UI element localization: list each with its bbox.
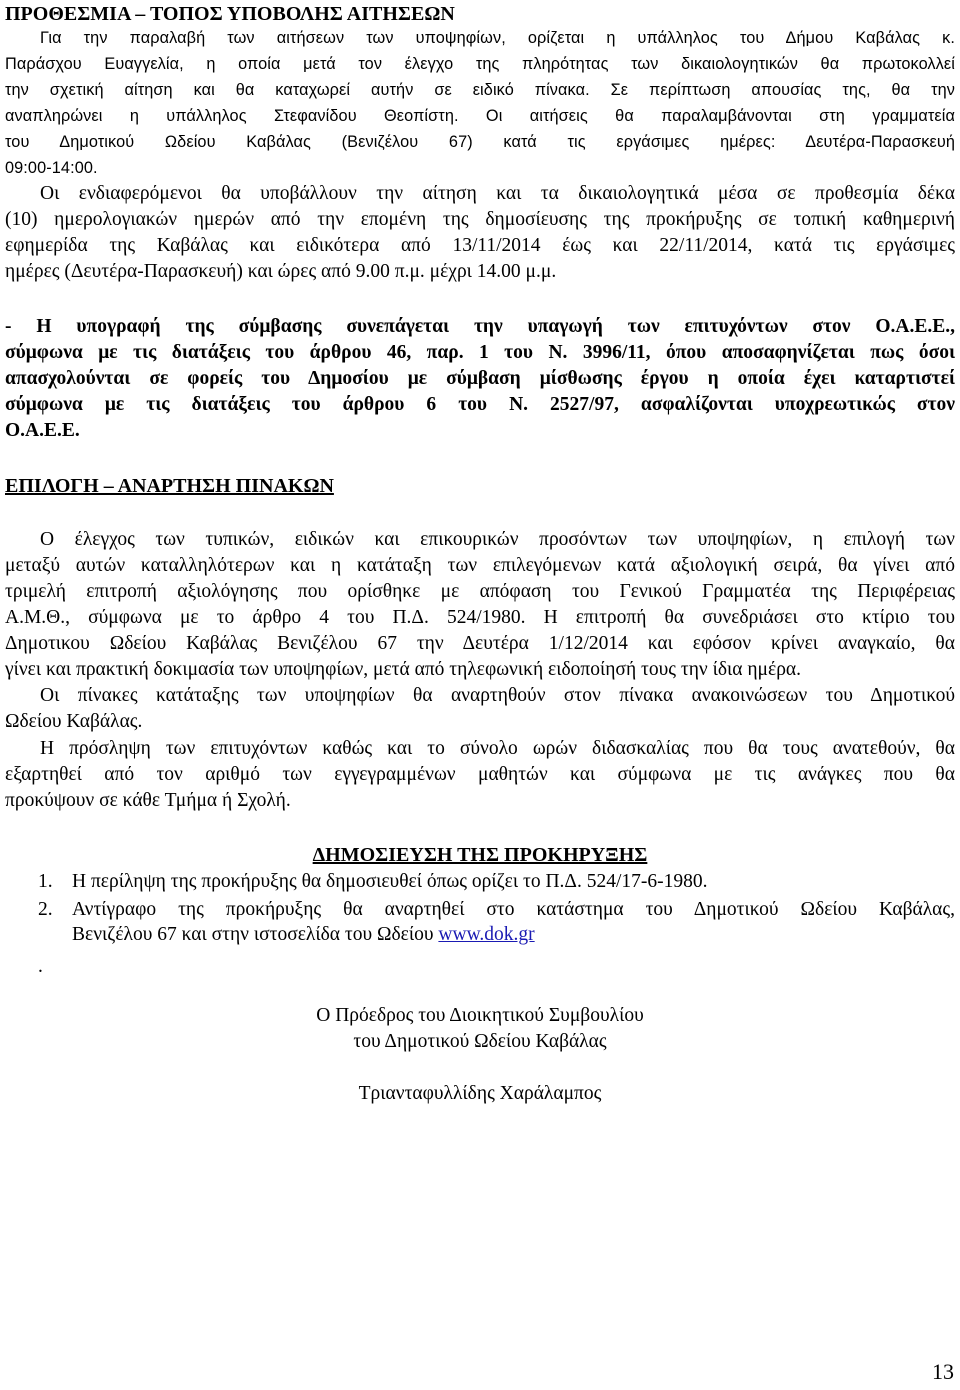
list-number: 2.: [38, 899, 53, 920]
paragraph-line: ημέρες (Δευτέρα-Παρασκευή) και ώρες από 9.00 π.μ. μέχρι 14.00 μ.μ.: [5, 261, 557, 282]
signature-name: Τριανταφυλλίδης Χαράλαμπος: [358, 1083, 602, 1104]
paragraph-line: Οι ενδιαφερόμενοι θα υποβάλλουν την αίτηση και τα δικαιολογητικά μέσα σε προθεσμία δέκα: [40, 183, 955, 204]
list-item-continuation: [0, 923, 960, 949]
paragraph-line: του Δημοτικού Ωδείου Καβάλας (Βενιζέλου 67) κατά τις εργάσιμες ημέρες: Δευτέρα-Παρασκευή: [5, 133, 955, 151]
paragraph-line: Για την παραλαβή των αιτήσεων των υποψηφίων, ορίζεται η υπάλληλος του Δήμου Καβάλας κ.: [40, 29, 955, 47]
section-heading-deadline: ΠΡΟΘΕΣΜΙΑ – ΤΟΠΟΣ ΥΠΟΒΟΛΗΣ ΑΙΤΗΣΕΩΝ: [5, 3, 455, 25]
signature-organization: του Δημοτικού Ωδείου Καβάλας: [353, 1031, 607, 1052]
paragraph-line: την σχετική αίτηση και θα καταχωρεί αυτήν σε ειδικό πίνακα. Σε περίπτωση απουσίας της, θα την: [5, 81, 955, 99]
paragraph-line: Ο έλεγχος των τυπικών, ειδικών και επικουρικών προσόντων των υποψηφίων, η επιλογή των: [40, 529, 955, 550]
bold-paragraph-line: - Η υπογραφή της σύμβασης συνεπάγεται την υπαγωγή των επιτυχόντων στον Ο.Α.Ε.Ε.,: [5, 316, 955, 337]
bold-paragraph-line: σύμφωνα με τις διατάξεις του άρθρου 6 του Ν. 2527/97, ασφαλίζονται υποχρεωτικώς στον: [5, 394, 955, 415]
paragraph-line: αναπληρώνει η υπάλληλος Στεφανίδου Θεοπίστη. Οι αιτήσεις θα παραλαμβάνονται στη γραμματεία: [5, 107, 955, 125]
signature-title: Ο Πρόεδρος του Διοικητικού Συμβουλίου: [316, 1005, 644, 1026]
paragraph-line: εξαρτηθεί από τον αριθμό των εγγεγραμμένων μαθητών και σύμφωνα με τις ανάγκες που θα: [5, 764, 955, 785]
paragraph-line: προκύψουν σε κάθε Τμήμα ή Σχολή.: [5, 790, 291, 811]
list-item: [0, 898, 960, 924]
paragraph-line: Α.Μ.Θ., σύμφωνα με το άρθρο 4 του Π.Δ. 524/1980. Η επιτροπή θα συνεδριάσει στο κτίριο του: [5, 607, 955, 628]
paragraph-line: Η πρόσληψη των επιτυχόντων καθώς και το σύνολο ωρών διδασκαλίας που θα τους ανατεθούν, θα: [40, 738, 955, 759]
paragraph-line: γίνει και πρακτική δοκιμασία των υποψηφίων, μετά από τηλεφωνική ειδοποίησή τους την ίδια ημέρα.: [5, 659, 802, 680]
paragraph-line: Οι πίνακες κατάταξης των υποψηφίων θα αναρτηθούν στον πίνακα ανακοινώσεων του Δημοτικού: [40, 685, 955, 706]
section-heading-selection: ΕΠΙΛΟΓΗ – ΑΝΑΡΤΗΣΗ ΠΙΝΑΚΩΝ: [5, 475, 334, 497]
section-heading-publication: ΔΗΜΟΣΙΕΥΣΗ ΤΗΣ ΠΡΟΚΗΡΥΞΗΣ: [312, 844, 648, 866]
bold-paragraph-line: σύμφωνα με τις διατάξεις του άρθρου 46, παρ. 1 του Ν. 3996/11, όπου αποσαφηνίζεται πως όσοι: [5, 342, 955, 363]
list-dot: .: [38, 956, 43, 977]
list-text: Η περίληψη της προκήρυξης θα δημοσιευθεί όπως ορίζει το Π.Δ. 524/17-6-1980.: [72, 871, 708, 892]
paragraph-line: (10) ημερολογιακών ημερών από την επομένη της δημοσίευσης της προκήρυξης σε τοπική καθημερινή: [5, 209, 955, 230]
list-number: 1.: [38, 871, 53, 892]
paragraph-line: Παράσχου Ευαγγελία, η οποία μετά τον έλεγχο της πληρότητας των δικαιολογητικών θα πρωτοκολλεί: [5, 55, 955, 73]
paragraph-line: μεταξύ αυτών καταλληλότερων και η κατάταξη των επιλεγόμενων κατά αξιολογική σειρά, θα γίνει από: [5, 555, 955, 576]
bold-paragraph-line: Ο.Α.Ε.Ε.: [5, 420, 80, 441]
paragraph-line: 09:00-14:00.: [5, 159, 98, 177]
list-text: Αντίγραφο της προκήρυξης θα αναρτηθεί στο κατάστημα του Δημοτικού Ωδείου Καβάλας,: [72, 899, 955, 920]
paragraph-line: Δημοτικου Ωδείου Καβάλας Βενιζέλου 67 την Δευτέρα 1/12/2014 και εφόσον κρίνει αναγκαίο, θα: [5, 633, 955, 654]
list-item: [0, 870, 960, 896]
bold-paragraph-line: απασχολούνται σε φορείς του Δημοσίου με σύμβαση μίσθωσης έργου η οποία έχει καταρτιστεί: [5, 368, 955, 389]
website-link[interactable]: www.dok.gr: [438, 924, 535, 945]
list-text: Βενιζέλου 67 και στην ιστοσελίδα του Ωδείου: [72, 924, 434, 945]
paragraph-line: τριμελή επιτροπή αξιολόγησης που ορίσθηκε με απόφαση του Γενικού Γραμματέα της Περιφέρειας: [5, 581, 955, 602]
paragraph-line: εφημερίδα της Καβάλας και ειδικότερα από 13/11/2014 έως και 22/11/2014, κατά τις εργάσιμες: [5, 235, 955, 256]
page-number: 13: [932, 1359, 954, 1384]
paragraph-line: Ωδείου Καβάλας.: [5, 711, 143, 732]
